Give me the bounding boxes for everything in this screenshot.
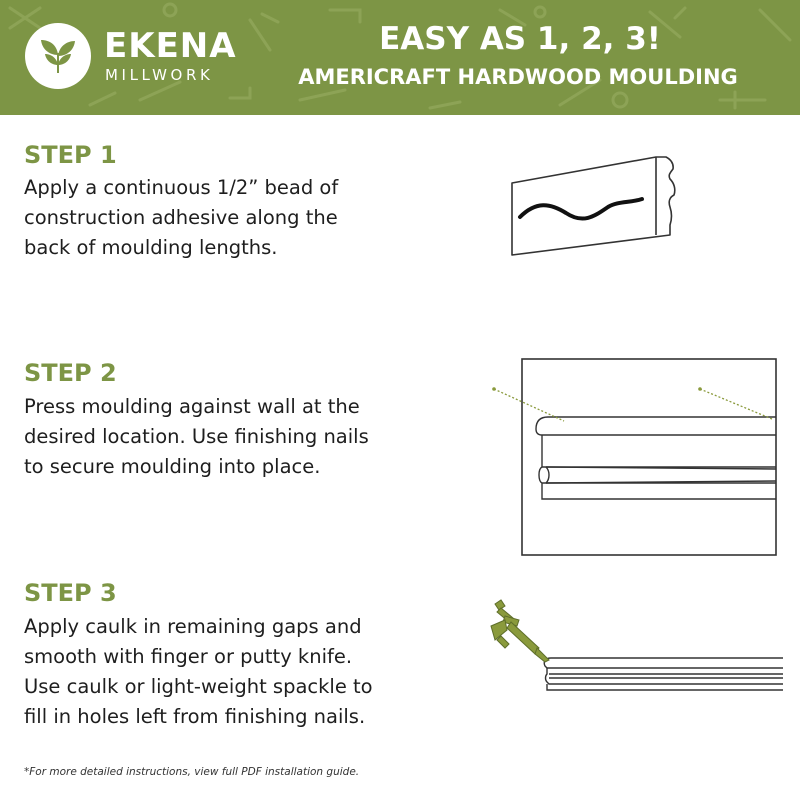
headline: EASY AS 1, 2, 3! xyxy=(379,21,661,57)
step-2-title: STEP 2 xyxy=(24,359,117,387)
subheadline: AMERICRAFT HARDWOOD MOULDING xyxy=(298,65,738,89)
caulk-gun-icon xyxy=(483,596,783,696)
moulding-nailed-to-wall-icon xyxy=(488,355,788,560)
brand-name: EKENA xyxy=(104,26,237,66)
footnote: *For more detailed instructions, view full PDF installation guide. xyxy=(24,766,360,778)
brand-subtitle: MILLWORK xyxy=(105,66,214,84)
header-banner xyxy=(0,0,800,115)
step-3-title: STEP 3 xyxy=(24,579,117,607)
step-2-text: Press moulding against wall at the desired location. Use finishing nails to secure moulding into place. xyxy=(24,395,369,478)
step-1-text: Apply a continuous 1/2” bead of construction adhesive along the back of moulding lengths. xyxy=(24,176,339,259)
logo-badge xyxy=(25,23,91,89)
moulding-adhesive-bead-icon xyxy=(498,145,698,260)
leaf-sprout-icon xyxy=(25,23,91,89)
step-1-title: STEP 1 xyxy=(24,141,117,169)
step-3-text: Apply caulk in remaining gaps and smooth with finger or putty knife. Use caulk or light-weight spackle to fill in holes left from finishing nails. xyxy=(24,615,373,728)
